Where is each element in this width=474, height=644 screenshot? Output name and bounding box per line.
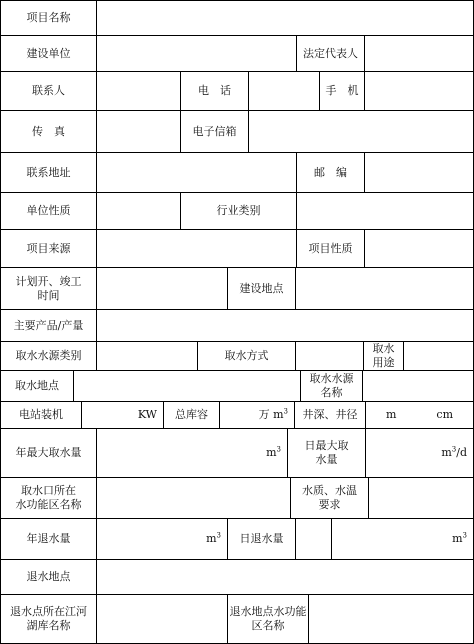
field-intake-function-zone[interactable]: [96, 477, 291, 519]
label-water-source-name: 取水水源 名称: [300, 370, 363, 402]
label-well-depth-diameter: 井深、井径: [294, 401, 366, 429]
label-daily-max-intake: 日最大取 水量: [287, 428, 366, 478]
field-intake-method[interactable]: [295, 341, 364, 371]
unit-wan-m3: 万 $m^3$: [258, 407, 288, 421]
label-project-nature: 项目性质: [296, 229, 365, 268]
label-intake-function-zone: 取水口所在 水功能区名称: [0, 477, 97, 519]
label-intake-use: 取水 用途: [363, 341, 404, 371]
label-project-name: 项目名称: [0, 0, 97, 36]
label-main-product: 主要产品/产量: [0, 309, 97, 342]
unit-cm: cm: [436, 408, 453, 421]
field-daily-max-intake[interactable]: [365, 428, 474, 478]
label-water-source-type: 取水水源类别: [0, 341, 97, 371]
field-construction-site[interactable]: [295, 267, 474, 310]
unit-m3-per-d: $m^3/d$: [441, 445, 467, 459]
label-return-site: 退水地点: [0, 559, 97, 595]
field-construction-unit[interactable]: [96, 35, 297, 72]
label-construction-site: 建设地点: [227, 267, 296, 310]
field-project-source[interactable]: [96, 229, 297, 268]
field-annual-max-intake[interactable]: [96, 428, 288, 478]
field-daily-return[interactable]: [295, 518, 332, 560]
label-unit-type: 单位性质: [0, 192, 97, 230]
field-schedule[interactable]: [96, 267, 228, 310]
field-main-product[interactable]: [96, 309, 474, 342]
label-intake-method: 取水方式: [197, 341, 296, 371]
field-legal-representative[interactable]: [364, 35, 474, 72]
field-mobile[interactable]: [364, 71, 474, 111]
label-industry: 行业类别: [180, 192, 297, 230]
field-water-source-type[interactable]: [96, 341, 198, 371]
field-industry[interactable]: [296, 192, 474, 230]
label-intake-site: 取水地点: [0, 370, 74, 402]
label-return-function-zone: 退水地点水功能 区名称: [227, 594, 309, 644]
field-return-site[interactable]: [96, 559, 474, 595]
label-project-source: 项目来源: [0, 229, 97, 268]
label-construction-unit: 建设单位: [0, 35, 97, 72]
unit-m: m: [385, 408, 397, 421]
field-intake-site[interactable]: [73, 370, 301, 402]
label-daily-return: 日退水量: [227, 518, 296, 560]
label-email: 电子信箱: [180, 110, 249, 153]
field-project-nature[interactable]: [364, 229, 474, 268]
field-water-quality-temp[interactable]: [368, 477, 474, 519]
label-annual-max-intake: 年最大取水量: [0, 428, 97, 478]
unit-m3-daily-return: $m^3$: [452, 531, 467, 545]
label-annual-return: 年退水量: [0, 518, 97, 560]
field-fax[interactable]: [96, 110, 181, 153]
unit-m3-annual-return: $m^3$: [206, 531, 221, 545]
field-contact-person[interactable]: [96, 71, 181, 111]
label-phone: 电 话: [180, 71, 249, 111]
label-return-water-body: 退水点所在江河 湖库名称: [0, 594, 97, 644]
field-annual-return[interactable]: [96, 518, 228, 560]
label-mobile: 手 机: [319, 71, 365, 111]
label-postcode: 邮 编: [296, 152, 365, 193]
field-water-source-name[interactable]: [362, 370, 474, 402]
unit-m3: $m^3$: [266, 445, 281, 459]
label-address: 联系地址: [0, 152, 97, 193]
field-project-name[interactable]: [96, 0, 474, 36]
field-daily-return-unit[interactable]: [331, 518, 474, 560]
label-water-quality-temp: 水质、水温 要求: [290, 477, 369, 519]
label-contact-person: 联系人: [0, 71, 97, 111]
field-phone[interactable]: [248, 71, 320, 111]
label-total-capacity: 总库容: [163, 401, 220, 429]
field-installed-capacity[interactable]: [81, 401, 164, 429]
field-intake-use[interactable]: [403, 341, 474, 371]
label-installed-capacity: 电站装机: [0, 401, 82, 429]
label-fax: 传 真: [0, 110, 97, 153]
field-return-water-body[interactable]: [96, 594, 228, 644]
label-legal-representative: 法定代表人: [296, 35, 365, 72]
label-schedule: 计划开、竣工 时间: [0, 267, 97, 310]
field-email[interactable]: [248, 110, 474, 153]
field-address[interactable]: [96, 152, 297, 193]
field-total-capacity[interactable]: [219, 401, 295, 429]
field-postcode[interactable]: [364, 152, 474, 193]
field-return-function-zone[interactable]: [308, 594, 474, 644]
field-well-depth-diameter[interactable]: [365, 401, 474, 429]
field-unit-type[interactable]: [96, 192, 181, 230]
unit-kw: KW: [137, 408, 157, 421]
